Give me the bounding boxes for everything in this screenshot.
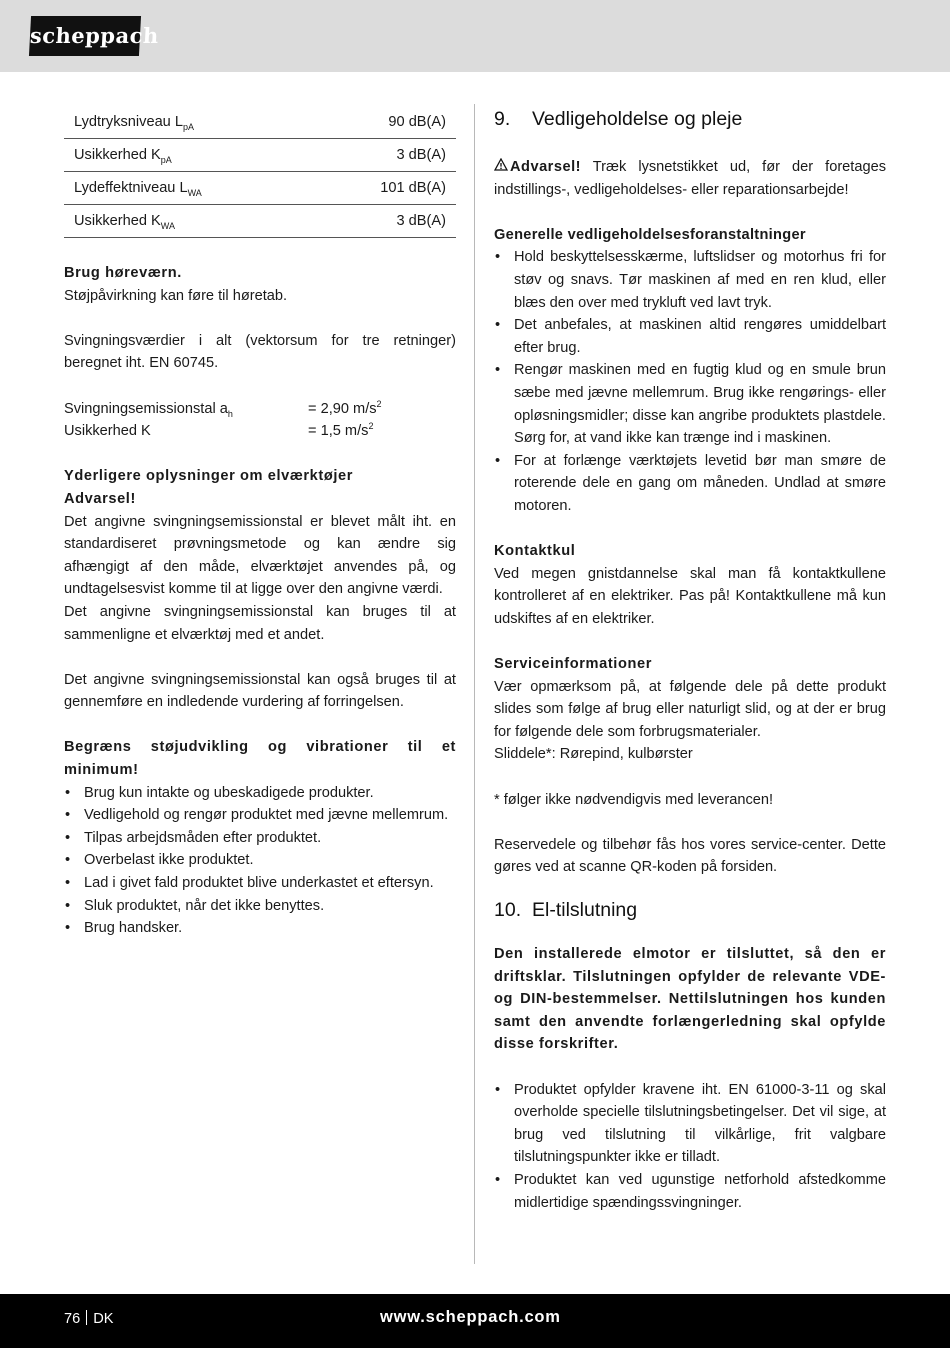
table-cell-label: Lydtryksniveau $L_{pA}$ xyxy=(64,106,312,139)
language-code: DK xyxy=(93,1311,114,1327)
electrical-connection-text: Den installerede elmotor er tilsluttet, så den er driftsklar. Tilslutningen opfylder de relevante VDE- og DIN-bestemmelser. Nettilslutningen hos kunden samt den anvendte forlængerledning skal opfylde disse forskrifter. xyxy=(494,946,886,1053)
warning-title: Advarsel! xyxy=(64,490,136,507)
electrical-list xyxy=(494,1079,886,1215)
service-info-text: Vær opmærksom på, at følgende dele på dette produkt slides som følge af brug eller naturligt slid, og at der er brug for følgende dele som forbrugsmaterialer. xyxy=(494,678,886,740)
table-row xyxy=(64,139,456,172)
sound-level-table xyxy=(64,106,456,238)
table-cell-value: 3 dB(A) xyxy=(312,205,456,238)
list-item: • Lad i givet fald produktet blive underkastet et eftersyn. xyxy=(64,872,456,895)
table-cell-value: 3 dB(A) xyxy=(312,139,456,172)
list-item: • Hold beskyttelsesskærme, luftslidser og motorhus fri for støv og snavs. Tør maskinen af med en ren klud, eller blæs den over med trykluft ved lavt tryk. xyxy=(494,246,886,314)
header-bar xyxy=(0,0,950,72)
table-cell-label: Usikkerhed $K_{WA}$ xyxy=(64,205,312,238)
website-url: www.scheppach.com xyxy=(380,1308,561,1326)
page-indicator xyxy=(64,1308,114,1331)
table-row xyxy=(64,205,456,238)
warning-text: Det angivne svingningsemissionstal kan også bruges til at gennemføre en indledende vurdering af forringelsen. xyxy=(64,671,456,711)
section-9-heading: 9. Vedligeholdelse og pleje xyxy=(494,108,743,130)
table-cell-label: Usikkerhed $K_{pA}$ xyxy=(64,139,312,172)
section-10-heading: 10. El-tilslutning xyxy=(494,899,638,921)
page-number: 76 xyxy=(64,1311,81,1327)
list-item: • Brug handsker. xyxy=(64,917,456,940)
table-cell-value: 90 dB(A) xyxy=(312,106,456,139)
list-item: • Sluk produktet, når det ikke benyttes. xyxy=(64,895,456,918)
wear-parts: Sliddele*: Rørepind, kulbørster xyxy=(494,746,693,763)
service-info-title: Serviceinformationer xyxy=(494,656,652,673)
general-maintenance-list xyxy=(494,246,886,517)
carbon-brushes-title: Kontaktkul xyxy=(494,543,576,560)
list-item: • Det anbefales, at maskinen altid rengøres umiddelbart efter brug. xyxy=(494,314,886,359)
warning-triangle-icon xyxy=(494,156,510,179)
list-item: • Produktet opfylder kravene iht. EN 61000-3-11 og skal overholde specielle tilslutningsbetingelser. Det vil sige, at brug ved tilslutning til vilkårlige, frit valgbare tilslutningspunkter ikke er tilladt. xyxy=(494,1079,886,1169)
carbon-brushes-text: Ved megen gnistdannelse skal man få kontaktkullene kontrolleret af en elektriker. Pas på! Kontaktkullene må kun udskiftes af en elektriker. xyxy=(494,565,886,627)
hearing-protection-title: Brug høreværn. xyxy=(64,265,182,281)
list-item: • Overbelast ikke produktet. xyxy=(64,849,456,872)
right-column xyxy=(494,106,886,1214)
list-item: • Rengør maskinen med en fugtig klud og en smule brun sæbe med jævne mellemrum. Brug ikke rengørings- eller opløsningsmidler; disse kan angribe produktets plastdele. Sørg for, at vand ikke kan trænge ind i maskinen. xyxy=(494,359,886,449)
list-item: • Tilpas arbejdsmåden efter produktet. xyxy=(64,827,456,850)
warning-text: Det angivne svingningsemissionstal er blevet målt iht. en standardiseret prøvningsmetode og kan ændre sig afhængigt af den måde, elværktøjet anvendes på, og undtagelsesvist komme til at ligge over den angivne værdi. xyxy=(64,513,456,598)
list-item: • For at forlænge værktøjets levetid bør man smøre de roterende dele en gang om måneden. Undlad at smøre motoren. xyxy=(494,450,886,518)
table-cell-label: Lydeffektniveau $L_{WA}$ xyxy=(64,172,312,205)
list-item: • Brug kun intakte og ubeskadigede produkter. xyxy=(64,782,456,805)
table-row xyxy=(64,172,456,205)
warning-text: Det angivne svingningsemissionstal kan bruges til at sammenligne et elværktøj med et andet. xyxy=(64,603,456,643)
table-cell-value: 101 dB(A) xyxy=(312,172,456,205)
limit-title: Begræns støjudvikling og vibrationer til et minimum! xyxy=(64,739,456,779)
footer-bar xyxy=(0,1294,950,1348)
spare-parts-text: Reservedele og tilbehør fås hos vores service-center. Dette gøres ved at scanne QR-koden på forsiden. xyxy=(494,836,886,876)
table-row xyxy=(64,106,456,139)
footnote: * følger ikke nødvendigvis med leverancen! xyxy=(494,791,774,808)
list-item: • Vedligehold og rengør produktet med jævne mellemrum. xyxy=(64,804,456,827)
limit-list xyxy=(64,782,456,940)
vibration-intro: Svingningsværdier i alt (vektorsum for tre retninger) beregnet iht. EN 60745. xyxy=(64,332,456,372)
scheppach-logo: scheppach xyxy=(29,16,141,56)
vibration-emission-row: Svingningsemissionstal $a_h$ = 2,90 $m/s^2$ xyxy=(64,398,382,419)
list-item: • Produktet kan ved ugunstige netforhold afstedkomme midlertidige spændingssvingninger. xyxy=(494,1169,886,1214)
general-maintenance-title: Generelle vedligeholdelsesforanstaltninger xyxy=(494,226,806,243)
more-info-title: Yderligere oplysninger om elværktøjer xyxy=(64,468,354,485)
maintenance-warning: Advarsel! Træk lysnetstikket ud, før der foretages indstillings-, vedligeholdelses- eller reparationsarbejde! xyxy=(494,156,886,201)
hearing-protection-text: Støjpåvirkning kan føre til høretab. xyxy=(64,287,288,304)
vibration-uncertainty-row: Usikkerhed K = 1,5 $m/s^2$ xyxy=(64,421,374,440)
column-divider xyxy=(474,104,475,1264)
left-column xyxy=(64,106,456,940)
